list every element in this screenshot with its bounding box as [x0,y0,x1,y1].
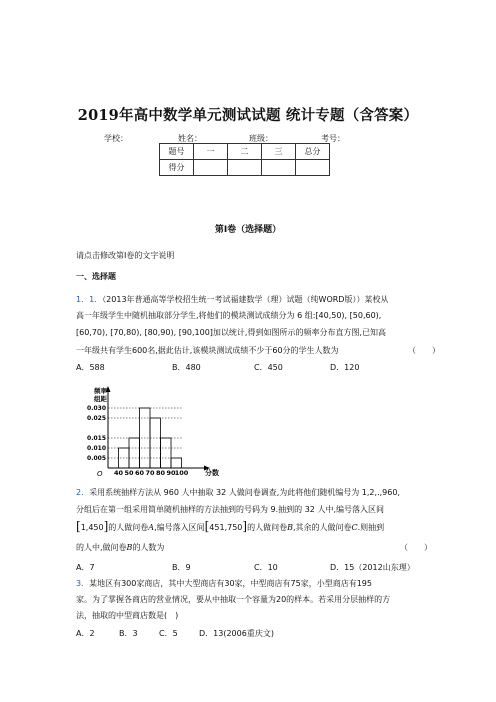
q1-option-a[interactable]: A．588 [76,363,105,372]
var-b: B [126,543,133,552]
q3-line3: 法，抽取的中型商店数是( ) [76,611,179,620]
bracket-open: [ [204,519,210,533]
q3-option-b[interactable]: B．3 [119,629,138,638]
x-tick-label: 50 [124,469,134,476]
page-title: 2019年高中数学单元测试试题 统计专题（含答案） [77,107,419,124]
class-label: 班级： [249,134,273,143]
score-table-score-row [160,160,330,176]
score-table-header-cell: 总分 [296,144,330,160]
y-axis-label-top: 频率 [94,387,107,395]
score-table [159,143,330,176]
x-tick-label: 60 [134,469,145,476]
q2-option-d[interactable]: D．15（2012山东理） [330,563,415,572]
x-tick-label: 100 [174,469,189,476]
y-tick-label: 0.005 [87,455,106,463]
q1-answer-paren: （ ） [408,346,440,355]
q2-text-7: 的人数为 [132,543,165,552]
name-label: 姓名： [178,134,202,143]
hint-text: 请点击修改第I卷的文字说明 [76,251,175,260]
q1-option-c[interactable]: C．450 [254,363,283,372]
interval-2: 451,750 [209,523,243,532]
var-c: C [351,523,358,532]
section-title: 第I卷（选择题） [214,225,282,235]
x-tick-labels [114,469,189,476]
school-label: 学校： [104,134,128,143]
score-table-header-cell: 二 [228,144,262,160]
q2-text: 采用系统抽样方法从 960 人中抽取 32 人做问卷调查,为此将他们随机编号为 1,2,.,960, [89,488,400,497]
bracket-close: ] [242,519,248,533]
interval-1: 1,450 [80,523,104,532]
y-tick-label: 0.030 [87,405,106,413]
score-table-header-cell: 一 [194,144,228,160]
q2-text-2: ,编号落入区间 [154,523,205,532]
x-tick-label: 70 [145,469,155,476]
q3-option-c[interactable]: C．5 [159,629,178,638]
q1-line2: 高一年级学生中随机抽取部分学生,将他们的模块测试成绩分为 6 组:[40,50), [50,60), [76,311,382,320]
score-cell[interactable] [228,160,262,176]
q3-line2: 家。为了掌握各商店的营业情况，要从中抽取一个容量为20的样本。若采用分层抽样的方 [76,595,391,604]
y-tick-label: 0.025 [87,415,106,423]
score-cell[interactable] [262,160,296,176]
score-cell[interactable] [194,160,228,176]
q1-option-d[interactable]: D．120 [330,363,360,372]
q3-option-a[interactable]: A．2 [76,629,95,638]
q1-line4: 一年级共有学生600名,据此估计,该模块测试成绩不少于60分的学生人数为 [76,346,339,355]
score-cell[interactable] [296,160,330,176]
y-tick-label: 0.015 [87,435,106,443]
y-axis-label-bottom: 组距 [94,395,107,403]
q1-line3: [60,70), [70,80), [80,90), [90,100]加以统计,得到如图所示的频率分布直方图,已知高 [76,328,387,337]
histogram-gridlines [108,408,182,458]
score-table-header-cell: 三 [262,144,296,160]
q1-number: 1．1． [76,295,103,304]
histogram-bar [150,418,161,468]
q2-line1 [76,487,400,498]
q1-text: （2013年普通高等学校招生统一考试福建数学（理）试题（纯WORD版））某校从 [102,295,389,304]
q2-option-b[interactable]: B．9 [172,563,191,572]
q2-line3 [76,519,384,533]
q1-line1 [76,294,388,305]
bracket-close: ] [103,519,109,533]
histogram-bar [161,438,172,468]
q3-option-d[interactable]: D．13(2006重庆文) [199,629,274,638]
x-tick-label: 80 [155,469,166,476]
x-tick-label: 90 [166,469,176,476]
bracket-open: [ [76,519,81,533]
q2-option-c[interactable]: C．10 [254,563,278,572]
q2-answer-paren: （ ） [400,543,432,552]
q2-text-1: 的人做问卷 [108,523,149,532]
frequency-histogram [84,382,220,476]
q1-option-b[interactable]: B．480 [172,363,201,372]
score-row-label: 得分 [160,160,194,176]
part-heading: 一、选择题 [76,272,116,281]
q2-text-5: .则抽到 [357,523,385,532]
score-table-header-row [160,144,330,160]
q2-line4 [76,542,164,553]
x-axis-label: 分数 [205,469,219,476]
y-tick-labels [87,405,106,462]
var-b: B [287,523,293,532]
q2-line2: 分组后在第一组采用简单随机抽样的方法抽到的号码为 9.抽到的 32 人中,编号落入区间 [76,505,384,514]
q2-text-4: ,其余的人做问卷 [292,523,352,532]
q2-text-3: 的人做问卷 [247,523,288,532]
exam-number-label: 考号： [321,134,345,143]
x-tick-label: 40 [113,469,124,476]
q2-number: 2． [76,488,90,497]
y-tick-label: 0.010 [87,445,106,453]
q3-text: 某地区有300家商店，其中大型商店有30家，中型商店有75家，小型商店有195 [89,579,372,588]
q2-text-6: 的人中,做问卷 [76,543,127,552]
origin-label: O [97,470,103,476]
q3-line1 [76,578,372,589]
var-a: A [148,523,155,532]
q2-option-a[interactable]: A．7 [76,563,95,572]
histogram-bar [171,458,182,468]
score-table-header-cell: 题号 [160,144,194,160]
histogram-bar [129,438,140,468]
q3-number: 3． [76,579,90,588]
